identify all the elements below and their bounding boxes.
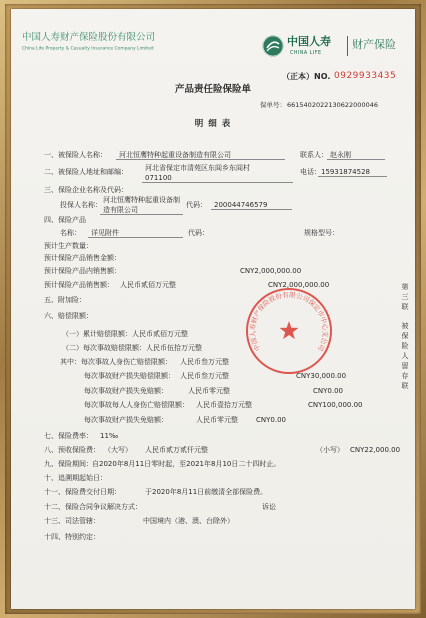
- address: 河北省保定市清苑区东闾乡东闾村: [145, 164, 250, 172]
- applicant-label: 投保人名称：: [60, 201, 102, 209]
- premium-lower-label: （小写）: [316, 446, 344, 454]
- special-terms-label: 十四、特别约定：: [44, 533, 100, 541]
- postcode: 071100: [142, 174, 293, 183]
- premium-words: 人民币贰万贰仟元整: [145, 446, 208, 454]
- est-total-words: 人民币贰佰万元整: [120, 281, 176, 289]
- holder-copy-label: 被保险人留存联: [401, 322, 409, 392]
- est-total-amount: CNY2,000,000.00: [268, 281, 330, 289]
- limit-amount: CNY0.00: [256, 416, 286, 424]
- phone: 15931874528: [318, 168, 387, 177]
- limit-words: 人民币零元整: [188, 387, 230, 395]
- limit-words: 人民币叁万元整: [180, 372, 229, 380]
- product-section-label: 四、保险产品: [44, 216, 86, 224]
- jurisdiction-label: 十三、司法管辖：: [44, 517, 100, 525]
- limit-words: 人民币叁万元整: [180, 358, 229, 366]
- policy-no-label: 保单号：: [260, 101, 286, 109]
- est-domestic-label: 预计保险产品内销售额：: [44, 267, 121, 275]
- period: 自2020年8月11日零时起，至2021年8月10日二十四时止。: [92, 460, 281, 468]
- est-quantity-label: 预计生产数量：: [44, 242, 93, 250]
- limit-label: （二）每次事故赔偿限额：: [62, 344, 146, 352]
- copy-number: 第三联: [401, 283, 409, 313]
- limit-words: 人民币贰佰万元整: [132, 330, 188, 338]
- insured-name: 河北恒鹰特种起重设备制造有限公司: [116, 151, 285, 160]
- est-domestic-amount: CNY2,000,000.00: [240, 267, 302, 275]
- premium-upper-label: （大写）: [104, 446, 132, 454]
- product-spec-label: 规格型号：: [304, 229, 339, 237]
- product-code-label: 代码：: [188, 229, 209, 237]
- dispute-label: 十二、保险合同争议解决方式：: [44, 503, 142, 511]
- product-name-label: 名称：: [60, 229, 81, 237]
- enterprise-label: 三、保险企业名称及代码：: [44, 186, 128, 194]
- logo-text-cn: 中国人寿: [287, 35, 331, 48]
- logo-text-en: CHINA LIFE: [290, 50, 322, 56]
- limit-words: 人民币零元整: [196, 416, 238, 424]
- est-total-label: 预计保险产品销售额：: [44, 281, 114, 289]
- insured-name-label: 一、被保险人名称：: [44, 151, 107, 159]
- limit-label: 每次事故每人人身伤亡赔偿限额：: [84, 401, 189, 409]
- period-label: 九、保险期间：: [44, 460, 93, 468]
- policy-title: 产品责任险保险单: [174, 84, 251, 95]
- rate-label: 七、保险费率：: [44, 432, 93, 440]
- limit-label: （一）累计赔偿限额：: [62, 330, 132, 338]
- address-label: 二、被保险人地址和邮编：: [44, 168, 128, 176]
- star-icon: [279, 321, 298, 339]
- china-life-emblem-icon: [262, 35, 284, 57]
- limit-label: 每次事故财产损失赔偿限额：: [84, 372, 175, 380]
- limit-amount: CNY100,000.00: [308, 401, 363, 409]
- limits-label: 六、赔偿限额：: [44, 312, 93, 320]
- limit-label: 每次事故财产损失免赔额：: [84, 416, 168, 424]
- applicant-name-line1: 河北恒鹰特种起重设备制: [103, 196, 180, 204]
- limit-amount: CNY0.00: [313, 387, 343, 395]
- limit-label: 其中：每次事故人身伤亡赔偿限额：: [60, 358, 172, 366]
- limit-words: 人民币伍拾万元整: [146, 344, 202, 352]
- est-sales-label: 预计保险产品销售金额：: [44, 254, 121, 262]
- premium-amount: CNY22,000.00: [350, 446, 401, 454]
- original-copy-label: （正本）NO.: [282, 72, 331, 81]
- jurisdiction: 中国境内（港、澳、台除外）: [143, 517, 234, 525]
- applicant-name-line2: 造有限公司: [100, 206, 183, 215]
- rate: 11‰: [100, 432, 119, 440]
- schedule-title: 明 细 表: [194, 119, 232, 129]
- phone-label: 电话：: [300, 168, 321, 176]
- payment: 于2020年8月11日前缴清全部保险费。: [145, 488, 268, 496]
- additional-label: 五、附加险：: [44, 296, 86, 304]
- company-name-cn: 中国人寿财产保险股份有限公司: [22, 32, 156, 43]
- logo-divider: [347, 36, 348, 56]
- company-name-en: China Life Property & Casualty Insurance Company Limited: [22, 46, 154, 52]
- payment-label: 十一、保险费交付日期：: [44, 488, 121, 496]
- applicant-code-label: 代码：: [186, 201, 207, 209]
- policy-no: 6615402022130622000046: [287, 101, 378, 109]
- premium-label: 八、预收保险费：: [44, 446, 100, 454]
- product-name: 详见附件: [88, 229, 183, 238]
- limit-amount: CNY30,000.00: [296, 372, 347, 380]
- company-seal: [244, 286, 334, 376]
- retro-label: 十、追溯期起始日：: [44, 474, 107, 482]
- logo-division: 财产保险: [352, 38, 396, 51]
- seal-text: 中国人寿财产保险股份有限公司保定市中心支公司: [248, 290, 330, 353]
- contact-label: 联系人：: [300, 151, 328, 159]
- contact: 赵永刚: [327, 151, 385, 160]
- applicant-code: 200044746579: [211, 201, 292, 210]
- limit-label: 每次事故财产损失免赔额：: [84, 387, 168, 395]
- limit-words: 人民币壹拾万元整: [196, 401, 252, 409]
- dispute: 诉讼: [262, 503, 276, 511]
- serial-number: 0929933435: [334, 71, 397, 81]
